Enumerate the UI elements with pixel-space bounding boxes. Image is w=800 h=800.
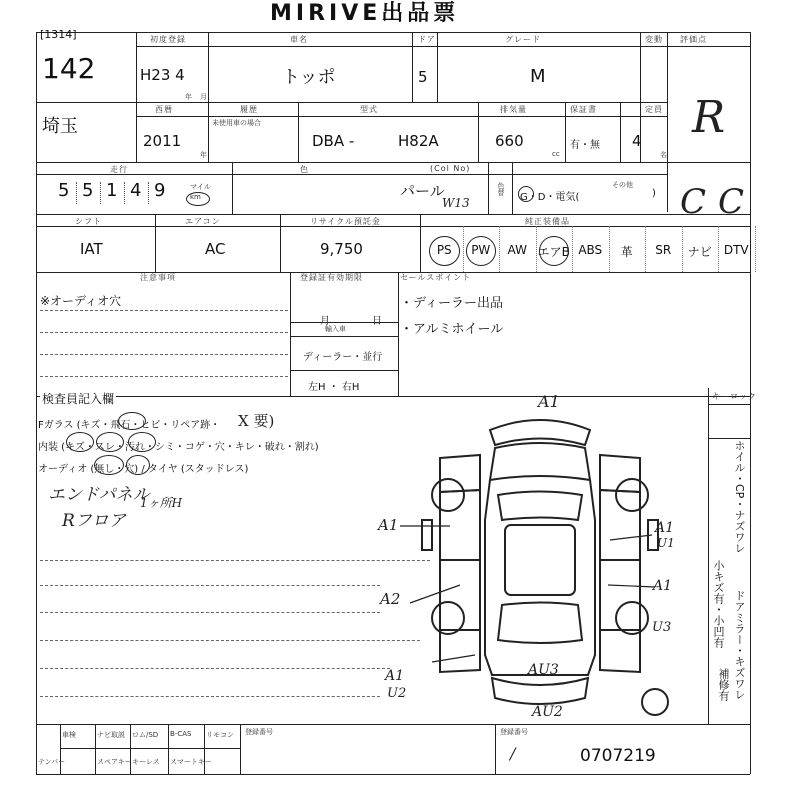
mark-bottom-left: A1 (385, 668, 405, 684)
car-diagram (380, 400, 700, 730)
rating-interior: C (680, 182, 707, 222)
reg-no-label: 登録番号 (245, 728, 273, 736)
vtext-1: ホイル・CP・ナズワレ (733, 440, 746, 554)
sales-point-1: ・ディーラー出品 (400, 296, 503, 311)
audio-line: オーディオ (無し・穴) / タイヤ (スタッドレス) (38, 464, 249, 475)
note-1: ※オーディオ穴 (40, 294, 122, 308)
seats-value: 4 (632, 132, 642, 150)
checklist-item: テンパー (38, 758, 66, 766)
equipment-item: AW (507, 243, 527, 257)
mark-top: A1 (538, 392, 560, 411)
handle-side: 左H ・ 右H (308, 382, 360, 393)
fglass-line: Fガラス (キズ・飛石・ヒビ・リペア跡・ (38, 420, 221, 431)
warranty-value: 有・無 (570, 140, 600, 151)
equipment-item: エアB (537, 245, 570, 259)
first-reg-value: H23 4 (140, 66, 185, 84)
equipment-item: DTV (723, 243, 749, 257)
mileage-digit: 9 (154, 180, 166, 201)
mileage-digit: 5 (82, 180, 94, 201)
mark-bottom-left2: U2 (387, 686, 407, 701)
shift-value: IAT (80, 240, 103, 258)
cc-value: 660 (495, 132, 524, 150)
code-label: 登録番号 (500, 728, 528, 736)
color-code: W13 (442, 196, 470, 210)
aircon-value: AC (205, 240, 226, 258)
recycle-value: 9,750 (320, 240, 363, 258)
checklist-item: キーレス (132, 758, 160, 766)
rating-score: R (692, 92, 726, 143)
hw-count: 1ヶ所H (140, 496, 183, 510)
checklist-item: リモコン (206, 731, 234, 739)
interior-line: 内装 (キズ・スレ・汚れ・シミ・コゲ・穴・キレ・破れ・割れ) (38, 442, 319, 453)
checklist-item: スペアキー (97, 758, 132, 766)
mark-right3: U3 (652, 620, 672, 635)
mark-right1: A1 (655, 520, 675, 536)
mileage-digit: 5 (58, 180, 70, 201)
model-value: H82A (398, 132, 439, 150)
vtext-3: ドアミラー・キズワレ (733, 590, 746, 700)
vtext-4: 補修有 (717, 668, 730, 701)
checklist-item: スマートキー (170, 758, 212, 766)
mark-rear: AU3 (528, 662, 559, 678)
lot-tag: [1314] (40, 28, 77, 41)
mark-left2: A2 (380, 590, 401, 608)
mileage-digit: 4 (130, 180, 142, 201)
mark-right1b: U1 (657, 536, 675, 550)
inspector-header: 検査員記入欄 (42, 392, 115, 406)
paint-types: G・D・電気( (520, 192, 580, 203)
equipment-circle (466, 236, 497, 266)
checklist-item: B-CAS (170, 730, 192, 738)
sales-point-2: ・アルミホイール (400, 322, 504, 337)
equipment-item: PS (436, 243, 452, 257)
equipment-item: ナビ (687, 245, 712, 259)
fglass-handwritten: X 要) (238, 412, 275, 430)
grade-value: M (530, 66, 546, 87)
frame-right (750, 32, 751, 774)
equipment-circle (429, 236, 460, 266)
dealer-type: ディーラー・並行 (303, 352, 383, 363)
mark-bottom: AU2 (532, 704, 563, 720)
frame-top (36, 32, 750, 33)
hw-rfloor: Rフロア (62, 511, 126, 531)
rating-exterior: C (718, 182, 745, 222)
year-value: 2011 (143, 132, 182, 150)
frame-left (36, 32, 37, 774)
vtext-2: 小キズ有・小凹有 (712, 560, 725, 648)
lot-number: 142 (42, 52, 96, 85)
equipment-item: PW (471, 243, 491, 257)
doors-value: 5 (418, 68, 428, 86)
form-title: MIRIVE出品票 (270, 1, 460, 26)
car-name: トッポ (282, 67, 336, 88)
equipment-item: 革 (620, 245, 633, 259)
hishi-circle (118, 412, 146, 430)
equipment-item: ABS (578, 243, 603, 257)
mileage-digit: 1 (106, 180, 118, 201)
hw-endpanel: エンドパネル (48, 485, 150, 505)
checklist-item: ロム/SD (132, 731, 159, 739)
equipment-circle (539, 236, 570, 266)
model-prefix: DBA - (312, 132, 355, 150)
color-value: パール (400, 182, 445, 200)
mark-left1: A1 (378, 516, 399, 534)
equipment-item: SR (655, 243, 672, 257)
mark-right2: A1 (653, 578, 673, 594)
checklist-item: 車検 (62, 731, 76, 739)
region: 埼玉 (42, 116, 78, 137)
code-value: 0707219 (580, 746, 656, 766)
checklist-item: ナビ取説 (97, 731, 125, 739)
